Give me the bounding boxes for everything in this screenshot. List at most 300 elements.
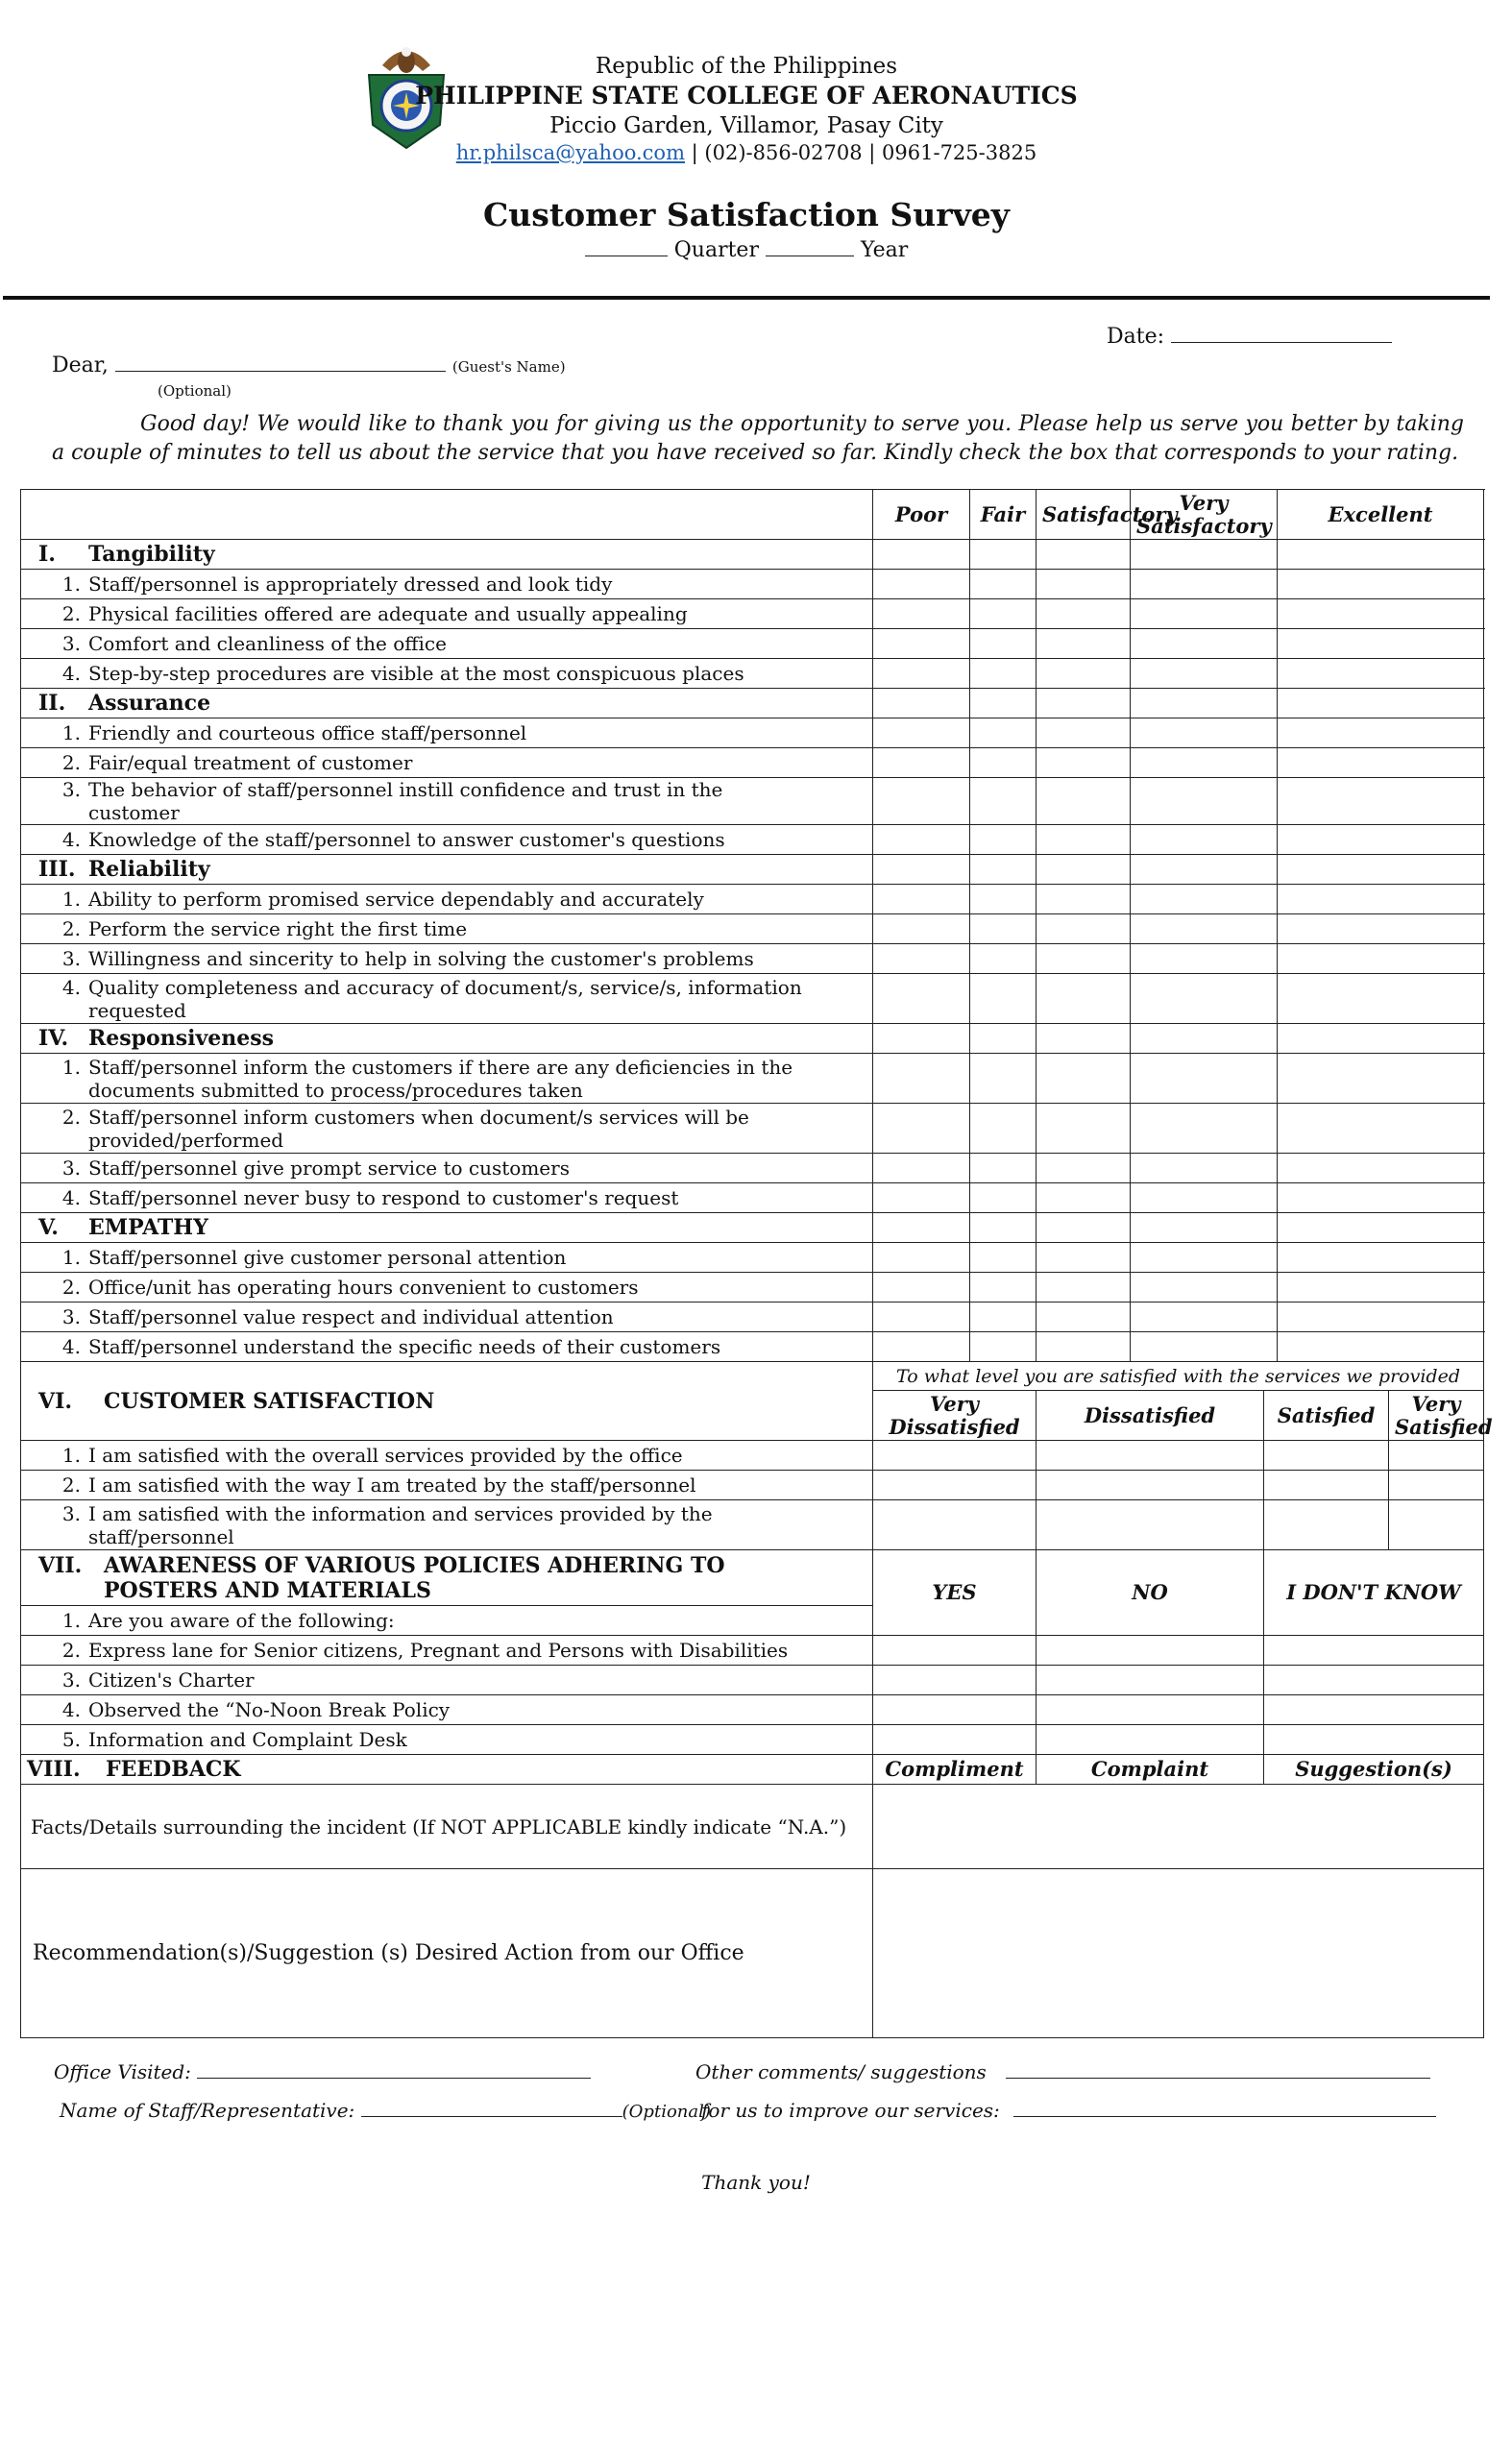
satisfaction-item-2-box-1[interactable] bbox=[873, 1471, 1036, 1500]
section-4-box-2[interactable] bbox=[970, 1024, 1036, 1054]
s2-item-4-box-5[interactable] bbox=[1278, 825, 1484, 855]
header-divider bbox=[3, 296, 1490, 300]
item-number: 2. bbox=[61, 1105, 81, 1129]
awareness-item-3-box-3[interactable] bbox=[1264, 1666, 1484, 1695]
s2-item-4-box-2[interactable] bbox=[970, 825, 1036, 855]
s5-item-3-box-3[interactable] bbox=[1036, 1303, 1131, 1332]
section-heading bbox=[21, 540, 873, 570]
item-number: 4. bbox=[61, 1186, 81, 1209]
s1-item-3-box-2[interactable] bbox=[970, 629, 1036, 659]
s1-item-1-box-5[interactable] bbox=[1278, 570, 1484, 599]
s2-item-1-box-4[interactable] bbox=[1131, 718, 1278, 748]
item-number: 4. bbox=[61, 662, 81, 685]
satisfaction-item-1-box-1[interactable] bbox=[873, 1441, 1036, 1471]
section-1-box-4[interactable] bbox=[1131, 540, 1278, 570]
s4-item-1-box-4[interactable] bbox=[1131, 1054, 1278, 1104]
section-row bbox=[21, 1024, 1484, 1054]
section-numeral: IV. bbox=[38, 1026, 69, 1051]
improve-line bbox=[701, 2099, 1436, 2122]
section-title: AWARENESS OF VARIOUS POLICIES ADHERING TO POSTERS AND MATERIALS bbox=[104, 1552, 725, 1603]
section-numeral: III. bbox=[38, 857, 76, 882]
s5-item-2-box-1[interactable] bbox=[873, 1273, 970, 1303]
satisfaction-item-2-box-3[interactable] bbox=[1264, 1471, 1389, 1500]
s3-item-3-box-5[interactable] bbox=[1278, 944, 1484, 974]
office-visited-label: Office Visited: bbox=[54, 2060, 191, 2083]
section-1-box-1[interactable] bbox=[873, 540, 970, 570]
s1-item-4-box-1[interactable] bbox=[873, 659, 970, 689]
recommendation-input-area[interactable] bbox=[873, 1869, 1484, 2038]
s1-item-4-box-4[interactable] bbox=[1131, 659, 1278, 689]
s2-item-2-box-3[interactable] bbox=[1036, 748, 1131, 778]
item-text-cell bbox=[21, 1243, 873, 1273]
date-line bbox=[1107, 325, 1392, 349]
s3-item-2-box-2[interactable] bbox=[970, 914, 1036, 944]
section-3-box-3[interactable] bbox=[1036, 855, 1131, 885]
s2-item-3-box-1[interactable] bbox=[873, 778, 970, 825]
satisfaction-item-1-box-4[interactable] bbox=[1389, 1441, 1484, 1471]
s5-item-4-box-4[interactable] bbox=[1131, 1332, 1278, 1362]
item-text-cell bbox=[21, 1104, 873, 1154]
section-2-box-1[interactable] bbox=[873, 689, 970, 718]
s2-item-4-box-1[interactable] bbox=[873, 825, 970, 855]
awareness-header-2: NO bbox=[1036, 1550, 1264, 1636]
item-number: 2. bbox=[61, 1639, 81, 1662]
s3-item-1-box-4[interactable] bbox=[1131, 885, 1278, 914]
item-text-cell bbox=[21, 748, 873, 778]
s1-item-2-box-4[interactable] bbox=[1131, 599, 1278, 629]
satisfaction-item-3-box-1[interactable] bbox=[873, 1500, 1036, 1550]
office-visited-field[interactable] bbox=[197, 2078, 591, 2079]
feedback-header-3: Suggestion(s) bbox=[1264, 1755, 1484, 1785]
s1-item-4-box-2[interactable] bbox=[970, 659, 1036, 689]
awareness-item-4-box-3[interactable] bbox=[1264, 1695, 1484, 1725]
s3-item-2-box-5[interactable] bbox=[1278, 914, 1484, 944]
section-3-box-4[interactable] bbox=[1131, 855, 1278, 885]
awareness-item-5-box-2[interactable] bbox=[1036, 1725, 1264, 1755]
awareness-item-3-box-2[interactable] bbox=[1036, 1666, 1264, 1695]
table-row bbox=[21, 1183, 1484, 1213]
s4-item-3-box-2[interactable] bbox=[970, 1154, 1036, 1183]
section-title: CUSTOMER SATISFACTION bbox=[104, 1388, 435, 1414]
item-number: 3. bbox=[61, 778, 81, 801]
s1-item-2-box-3[interactable] bbox=[1036, 599, 1131, 629]
table-row bbox=[21, 974, 1484, 1024]
s4-item-2-box-5[interactable] bbox=[1278, 1104, 1484, 1154]
table-row bbox=[21, 1273, 1484, 1303]
section-title: Assurance bbox=[88, 691, 211, 716]
s5-item-2-box-5[interactable] bbox=[1278, 1273, 1484, 1303]
section-5-box-3[interactable] bbox=[1036, 1213, 1131, 1243]
date-label: Date: bbox=[1107, 325, 1165, 349]
s4-item-4-box-3[interactable] bbox=[1036, 1183, 1131, 1213]
item-text-cell bbox=[21, 1183, 873, 1213]
item-text-cell bbox=[21, 778, 873, 825]
s1-item-4-box-3[interactable] bbox=[1036, 659, 1131, 689]
s2-item-4-box-4[interactable] bbox=[1131, 825, 1278, 855]
satisfaction-item-2-box-4[interactable] bbox=[1389, 1471, 1484, 1500]
section-title: Reliability bbox=[88, 857, 210, 882]
awareness-header-row bbox=[21, 1550, 1484, 1606]
s3-item-4-box-5[interactable] bbox=[1278, 974, 1484, 1024]
section-heading bbox=[21, 1213, 873, 1243]
s4-item-2-box-3[interactable] bbox=[1036, 1104, 1131, 1154]
section-2-box-3[interactable] bbox=[1036, 689, 1131, 718]
section-numeral: VII. bbox=[38, 1552, 83, 1578]
item-number: 1. bbox=[61, 721, 81, 744]
survey-table bbox=[20, 489, 1493, 2038]
s4-item-2-box-1[interactable] bbox=[873, 1104, 970, 1154]
phone-numbers: | (02)-856-02708 | 0961-725-3825 bbox=[685, 141, 1037, 164]
s5-item-2-box-2[interactable] bbox=[970, 1273, 1036, 1303]
s4-item-4-box-4[interactable] bbox=[1131, 1183, 1278, 1213]
s3-item-3-box-1[interactable] bbox=[873, 944, 970, 974]
item-text: Staff/personnel inform the customers if there are any deficiencies in the documents submitted to process/procedures taken bbox=[88, 1055, 793, 1102]
s3-item-1-box-1[interactable] bbox=[873, 885, 970, 914]
address-line: Piccio Garden, Villamor, Pasay City bbox=[549, 113, 943, 138]
s1-item-3-box-4[interactable] bbox=[1131, 629, 1278, 659]
s2-item-2-box-1[interactable] bbox=[873, 748, 970, 778]
table-row bbox=[21, 748, 1484, 778]
feedback-heading bbox=[21, 1755, 873, 1785]
survey-title: Customer Satisfaction Survey bbox=[483, 196, 1010, 233]
s2-item-4-box-3[interactable] bbox=[1036, 825, 1131, 855]
s5-item-1-box-5[interactable] bbox=[1278, 1243, 1484, 1273]
item-text: The behavior of staff/personnel instill confidence and trust in the customer bbox=[88, 778, 723, 824]
awareness-heading bbox=[21, 1550, 873, 1606]
s5-item-4-box-1[interactable] bbox=[873, 1332, 970, 1362]
guest-optional-note: (Optional) bbox=[158, 382, 232, 400]
s4-item-4-box-2[interactable] bbox=[970, 1183, 1036, 1213]
s4-item-1-box-2[interactable] bbox=[970, 1054, 1036, 1104]
s4-item-3-box-4[interactable] bbox=[1131, 1154, 1278, 1183]
dear-label: Dear, bbox=[52, 353, 109, 377]
item-text-cell bbox=[21, 718, 873, 748]
item-number: 3. bbox=[61, 947, 81, 970]
s2-item-3-box-4[interactable] bbox=[1131, 778, 1278, 825]
item-text: I am satisfied with the way I am treated by the staff/personnel bbox=[88, 1473, 696, 1497]
item-text-cell bbox=[21, 1666, 873, 1695]
s3-item-4-box-4[interactable] bbox=[1131, 974, 1278, 1024]
quarter-label: Quarter bbox=[673, 238, 759, 262]
section-5-box-4[interactable] bbox=[1131, 1213, 1278, 1243]
s5-item-2-box-3[interactable] bbox=[1036, 1273, 1131, 1303]
item-text-cell bbox=[21, 1441, 873, 1471]
s1-item-2-box-1[interactable] bbox=[873, 599, 970, 629]
satisfaction-item-1-box-2[interactable] bbox=[1036, 1441, 1264, 1471]
s3-item-2-box-4[interactable] bbox=[1131, 914, 1278, 944]
item-text-cell bbox=[21, 974, 873, 1024]
item-text: Staff/personnel value respect and individual attention bbox=[88, 1305, 614, 1328]
item-text: Staff/personnel never busy to respond to customer's request bbox=[88, 1186, 679, 1209]
item-number: 2. bbox=[61, 602, 81, 625]
item-text: Friendly and courteous office staff/personnel bbox=[88, 721, 527, 744]
s1-item-1-box-4[interactable] bbox=[1131, 570, 1278, 599]
item-text: Perform the service right the first time bbox=[88, 917, 468, 940]
table-row bbox=[21, 1666, 1484, 1695]
s2-item-1-box-1[interactable] bbox=[873, 718, 970, 748]
staff-optional-note: (Optional) bbox=[622, 2102, 711, 2122]
s5-item-1-box-3[interactable] bbox=[1036, 1243, 1131, 1273]
section-3-box-1[interactable] bbox=[873, 855, 970, 885]
satisfaction-header-2: Dissatisfied bbox=[1036, 1391, 1264, 1441]
other-comments-field[interactable] bbox=[1006, 2078, 1430, 2079]
item-text: Observed the “No-Noon Break Policy bbox=[88, 1698, 451, 1721]
table-row bbox=[21, 1054, 1484, 1104]
section-5-box-2[interactable] bbox=[970, 1213, 1036, 1243]
s4-item-1-box-1[interactable] bbox=[873, 1054, 970, 1104]
item-number: 1. bbox=[61, 1444, 81, 1467]
email-link[interactable]: hr.philsca@yahoo.com bbox=[455, 141, 685, 164]
s3-item-3-box-2[interactable] bbox=[970, 944, 1036, 974]
rating-header-row bbox=[21, 490, 1484, 540]
item-text: Fair/equal treatment of customer bbox=[88, 751, 413, 774]
item-number: 1. bbox=[61, 1609, 81, 1632]
improve-field[interactable] bbox=[1013, 2116, 1436, 2117]
section-1-box-2[interactable] bbox=[970, 540, 1036, 570]
section-numeral: V. bbox=[38, 1215, 59, 1240]
satisfaction-item-1-box-3[interactable] bbox=[1264, 1441, 1389, 1471]
section-title: Responsiveness bbox=[88, 1026, 275, 1051]
awareness-item-2-box-2[interactable] bbox=[1036, 1636, 1264, 1666]
item-number: 2. bbox=[61, 1473, 81, 1497]
table-row bbox=[21, 629, 1484, 659]
table-row bbox=[21, 1154, 1484, 1183]
item-text: Step-by-step procedures are visible at the most conspicuous places bbox=[88, 662, 744, 685]
satisfaction-question-row bbox=[21, 1362, 1484, 1391]
recommendation-label: Recommendation(s)/Suggestion (s) Desired Action from our Office bbox=[21, 1869, 873, 2038]
item-text-cell bbox=[21, 1054, 873, 1104]
table-row bbox=[21, 1332, 1484, 1362]
item-text-cell bbox=[21, 1500, 873, 1550]
section-5-box-1[interactable] bbox=[873, 1213, 970, 1243]
item-text-cell bbox=[21, 885, 873, 914]
section-3-box-2[interactable] bbox=[970, 855, 1036, 885]
item-number: 4. bbox=[61, 975, 81, 999]
s3-item-4-box-2[interactable] bbox=[970, 974, 1036, 1024]
section-4-box-3[interactable] bbox=[1036, 1024, 1131, 1054]
s1-item-1-box-2[interactable] bbox=[970, 570, 1036, 599]
s2-item-2-box-5[interactable] bbox=[1278, 748, 1484, 778]
item-text: Staff/personnel give customer personal attention bbox=[88, 1246, 567, 1269]
s2-item-1-box-3[interactable] bbox=[1036, 718, 1131, 748]
s2-item-3-box-5[interactable] bbox=[1278, 778, 1484, 825]
staff-name-field[interactable] bbox=[361, 2116, 622, 2117]
s5-item-2-box-4[interactable] bbox=[1131, 1273, 1278, 1303]
s1-item-3-box-1[interactable] bbox=[873, 629, 970, 659]
s5-item-3-box-1[interactable] bbox=[873, 1303, 970, 1332]
item-number: 3. bbox=[61, 1156, 81, 1180]
section-numeral: I. bbox=[38, 542, 56, 567]
item-number: 3. bbox=[61, 1668, 81, 1692]
item-number: 2. bbox=[61, 1276, 81, 1299]
section-2-box-4[interactable] bbox=[1131, 689, 1278, 718]
item-text-cell bbox=[21, 914, 873, 944]
section-numeral: VIII. bbox=[27, 1757, 81, 1782]
s4-item-4-box-1[interactable] bbox=[873, 1183, 970, 1213]
s3-item-2-box-1[interactable] bbox=[873, 914, 970, 944]
s1-item-3-box-3[interactable] bbox=[1036, 629, 1131, 659]
item-text: Knowledge of the staff/personnel to answer customer's questions bbox=[88, 828, 725, 851]
section-4-box-5[interactable] bbox=[1278, 1024, 1484, 1054]
facts-input-area[interactable] bbox=[873, 1785, 1484, 1869]
awareness-item-4-box-2[interactable] bbox=[1036, 1695, 1264, 1725]
s5-item-3-box-4[interactable] bbox=[1131, 1303, 1278, 1332]
item-number: 1. bbox=[61, 572, 81, 596]
item-number: 2. bbox=[61, 751, 81, 774]
s3-item-1-box-5[interactable] bbox=[1278, 885, 1484, 914]
section-4-box-1[interactable] bbox=[873, 1024, 970, 1054]
thank-you: Thank you! bbox=[701, 2171, 811, 2194]
item-text: Express lane for Senior citizens, Pregnant and Persons with Disabilities bbox=[88, 1639, 789, 1662]
s1-item-2-box-5[interactable] bbox=[1278, 599, 1484, 629]
republic-line: Republic of the Philippines bbox=[595, 54, 898, 79]
awareness-item-2-box-3[interactable] bbox=[1264, 1636, 1484, 1666]
awareness-item-4-box-1[interactable] bbox=[873, 1695, 1036, 1725]
s3-item-3-box-4[interactable] bbox=[1131, 944, 1278, 974]
item-number: 3. bbox=[61, 1501, 81, 1525]
section-2-box-2[interactable] bbox=[970, 689, 1036, 718]
guest-name-field[interactable] bbox=[115, 371, 446, 372]
staff-name-line bbox=[60, 2099, 711, 2122]
item-number: 3. bbox=[61, 632, 81, 655]
satisfaction-heading bbox=[21, 1362, 873, 1441]
satisfaction-item-3-box-4[interactable] bbox=[1389, 1500, 1484, 1550]
section-row bbox=[21, 689, 1484, 718]
table-row bbox=[21, 1471, 1484, 1500]
item-text: Quality completeness and accuracy of document/s, service/s, information requested bbox=[88, 975, 802, 1022]
section-1-box-5[interactable] bbox=[1278, 540, 1484, 570]
table-row bbox=[21, 1636, 1484, 1666]
item-text: Staff/personnel understand the specific needs of their customers bbox=[88, 1335, 721, 1358]
s5-item-4-box-3[interactable] bbox=[1036, 1332, 1131, 1362]
table-row bbox=[21, 1104, 1484, 1154]
s1-item-4-box-5[interactable] bbox=[1278, 659, 1484, 689]
s2-item-3-box-2[interactable] bbox=[970, 778, 1036, 825]
s4-item-3-box-1[interactable] bbox=[873, 1154, 970, 1183]
s4-item-3-box-3[interactable] bbox=[1036, 1154, 1131, 1183]
section-3-box-5[interactable] bbox=[1278, 855, 1484, 885]
rating-header-2: Fair bbox=[970, 490, 1036, 540]
satisfaction-item-3-box-3[interactable] bbox=[1264, 1500, 1389, 1550]
table-row bbox=[21, 659, 1484, 689]
table-row bbox=[21, 825, 1484, 855]
s5-item-4-box-5[interactable] bbox=[1278, 1332, 1484, 1362]
rating-header-1: Poor bbox=[873, 490, 970, 540]
table-row bbox=[21, 599, 1484, 629]
s3-item-4-box-1[interactable] bbox=[873, 974, 970, 1024]
rating-header-4: Very Satisfactory bbox=[1131, 490, 1278, 540]
satisfaction-item-3-box-2[interactable] bbox=[1036, 1500, 1264, 1550]
awareness-header-1: YES bbox=[873, 1550, 1036, 1636]
awareness-header-3: I DON'T KNOW bbox=[1264, 1550, 1484, 1636]
staff-name-label: Name of Staff/Representative: bbox=[60, 2099, 355, 2122]
awareness-item-5-box-3[interactable] bbox=[1264, 1725, 1484, 1755]
s5-item-1-box-1[interactable] bbox=[873, 1243, 970, 1273]
awareness-item-3-box-1[interactable] bbox=[873, 1666, 1036, 1695]
s1-item-1-box-3[interactable] bbox=[1036, 570, 1131, 599]
section-4-box-4[interactable] bbox=[1131, 1024, 1278, 1054]
s5-item-1-box-4[interactable] bbox=[1131, 1243, 1278, 1273]
item-number: 4. bbox=[61, 1335, 81, 1358]
s3-item-4-box-3[interactable] bbox=[1036, 974, 1131, 1024]
table-row bbox=[21, 1500, 1484, 1550]
satisfaction-item-2-box-2[interactable] bbox=[1036, 1471, 1264, 1500]
recommendation-row bbox=[21, 1869, 1484, 2038]
s3-item-2-box-3[interactable] bbox=[1036, 914, 1131, 944]
item-number: 3. bbox=[61, 1305, 81, 1328]
s2-item-2-box-4[interactable] bbox=[1131, 748, 1278, 778]
section-heading bbox=[21, 689, 873, 718]
other-comments-line bbox=[695, 2060, 1430, 2083]
s2-item-1-box-2[interactable] bbox=[970, 718, 1036, 748]
table-row bbox=[21, 885, 1484, 914]
awareness-item-5-box-1[interactable] bbox=[873, 1725, 1036, 1755]
s4-item-3-box-5[interactable] bbox=[1278, 1154, 1484, 1183]
section-2-box-5[interactable] bbox=[1278, 689, 1484, 718]
s1-item-2-box-2[interactable] bbox=[970, 599, 1036, 629]
institution-name: PHILIPPINE STATE COLLEGE OF AERONAUTICS bbox=[415, 82, 1078, 110]
s5-item-1-box-2[interactable] bbox=[970, 1243, 1036, 1273]
section-title: Tangibility bbox=[88, 542, 215, 567]
item-text-cell bbox=[21, 944, 873, 974]
awareness-item-2-box-1[interactable] bbox=[873, 1636, 1036, 1666]
section-heading bbox=[21, 1024, 873, 1054]
table-row bbox=[21, 914, 1484, 944]
s2-item-1-box-5[interactable] bbox=[1278, 718, 1484, 748]
s4-item-4-box-5[interactable] bbox=[1278, 1183, 1484, 1213]
item-text-cell bbox=[21, 1303, 873, 1332]
s2-item-3-box-3[interactable] bbox=[1036, 778, 1131, 825]
item-text: Staff/personnel is appropriately dressed and look tidy bbox=[88, 572, 613, 596]
item-text-cell bbox=[21, 629, 873, 659]
s5-item-3-box-2[interactable] bbox=[970, 1303, 1036, 1332]
s1-item-3-box-5[interactable] bbox=[1278, 629, 1484, 659]
section-5-box-5[interactable] bbox=[1278, 1213, 1484, 1243]
date-field[interactable] bbox=[1171, 342, 1392, 343]
item-number: 5. bbox=[61, 1728, 81, 1751]
s5-item-3-box-5[interactable] bbox=[1278, 1303, 1484, 1332]
item-text-cell bbox=[21, 1154, 873, 1183]
item-text-cell bbox=[21, 1471, 873, 1500]
rating-header-5: Excellent bbox=[1278, 490, 1484, 540]
table-row bbox=[21, 1695, 1484, 1725]
section-numeral: VI. bbox=[38, 1388, 73, 1414]
s5-item-4-box-2[interactable] bbox=[970, 1332, 1036, 1362]
s3-item-1-box-3[interactable] bbox=[1036, 885, 1131, 914]
s3-item-1-box-2[interactable] bbox=[970, 885, 1036, 914]
item-text: Citizen's Charter bbox=[88, 1668, 255, 1692]
section-1-box-3[interactable] bbox=[1036, 540, 1131, 570]
item-text: Are you aware of the following: bbox=[88, 1609, 395, 1632]
item-text: I am satisfied with the information and services provided by the staff/personnel bbox=[88, 1501, 713, 1548]
s4-item-1-box-5[interactable] bbox=[1278, 1054, 1484, 1104]
s3-item-3-box-3[interactable] bbox=[1036, 944, 1131, 974]
s2-item-2-box-2[interactable] bbox=[970, 748, 1036, 778]
item-text: Willingness and sincerity to help in solving the customer's problems bbox=[88, 947, 754, 970]
contact-line bbox=[0, 140, 1493, 166]
item-number: 4. bbox=[61, 828, 81, 851]
s4-item-2-box-4[interactable] bbox=[1131, 1104, 1278, 1154]
s1-item-1-box-1[interactable] bbox=[873, 570, 970, 599]
facts-label: Facts/Details surrounding the incident (If NOT APPLICABLE kindly indicate “N.A.”) bbox=[21, 1785, 873, 1869]
item-text-cell bbox=[21, 825, 873, 855]
s4-item-1-box-3[interactable] bbox=[1036, 1054, 1131, 1104]
quarter-year-line bbox=[0, 238, 1493, 263]
table-row bbox=[21, 944, 1484, 974]
item-number: 1. bbox=[61, 1246, 81, 1269]
table-row bbox=[21, 570, 1484, 599]
s4-item-2-box-2[interactable] bbox=[970, 1104, 1036, 1154]
